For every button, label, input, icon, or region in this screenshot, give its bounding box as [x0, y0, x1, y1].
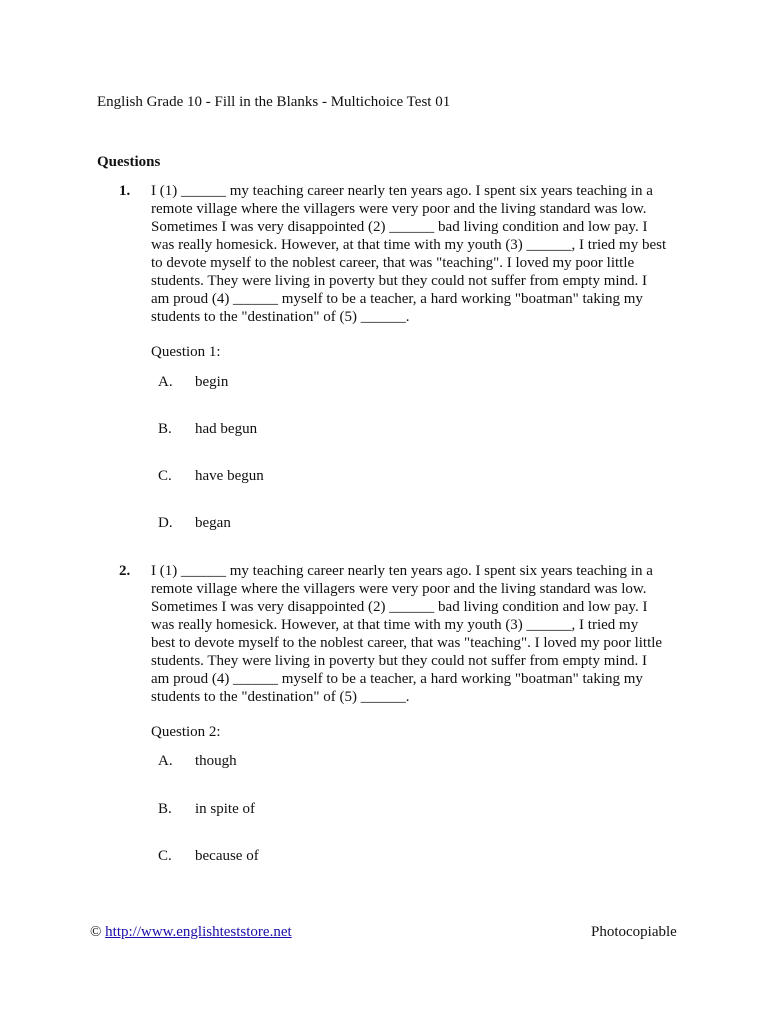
answer-option[interactable] [0, 752, 768, 772]
answer-option[interactable] [0, 420, 768, 440]
option-letter: C. [158, 468, 172, 484]
footer-copyright [90, 923, 292, 941]
question-number: 2. [119, 563, 131, 579]
footer-photocopiable: Photocopiable [591, 924, 677, 940]
copyright-symbol: © [90, 924, 102, 940]
website-link[interactable]: http://www.englishteststore.net [105, 924, 292, 940]
option-text: though [195, 753, 237, 769]
option-letter: B. [158, 801, 172, 817]
option-text: because of [195, 848, 259, 864]
passage-line: best to devote myself to the noblest career, that was "teaching". I loved my poor little [151, 635, 663, 651]
option-text: begin [195, 374, 229, 390]
question-passage [151, 562, 677, 706]
passage-line: am proud (4) ______ myself to be a teacher, a hard working "boatman" taking my [151, 291, 643, 307]
passage-line: students to the "destination" of (5) ______. [151, 689, 410, 705]
question-block [0, 562, 768, 872]
option-text: have begun [195, 468, 264, 484]
option-letter: B. [158, 421, 172, 437]
passage-line: I (1) ______ my teaching career nearly ten years ago. I spent six years teaching in a [151, 183, 653, 199]
answer-option[interactable] [0, 514, 768, 534]
passage-line: am proud (4) ______ myself to be a teacher, a hard working "boatman" taking my [151, 671, 643, 687]
question-label: Question 2: [151, 724, 221, 740]
passage-line: was really homesick. However, at that time with my youth (3) ______, I tried my best [151, 237, 667, 253]
answer-option[interactable] [0, 373, 768, 393]
passage-line: remote village where the villagers were very poor and the living standard was low. [151, 581, 647, 597]
question-passage [151, 182, 677, 326]
option-letter: C. [158, 848, 172, 864]
option-letter: A. [158, 374, 173, 390]
passage-line: Sometimes I was very disappointed (2) ______ bad living condition and low pay. I [151, 599, 648, 615]
passage-line: I (1) ______ my teaching career nearly ten years ago. I spent six years teaching in a [151, 563, 653, 579]
passage-line: was really homesick. However, at that time with my youth (3) ______, I tried my [151, 617, 639, 633]
option-letter: D. [158, 515, 173, 531]
option-letter: A. [158, 753, 173, 769]
section-heading: Questions [97, 154, 161, 170]
passage-line: remote village where the villagers were very poor and the living standard was low. [151, 201, 647, 217]
question-block [0, 182, 768, 542]
question-number: 1. [119, 183, 131, 199]
passage-line: Sometimes I was very disappointed (2) ______ bad living condition and low pay. I [151, 219, 648, 235]
option-text: had begun [195, 421, 258, 437]
question-label: Question 1: [151, 344, 221, 360]
passage-line: students to the "destination" of (5) ______. [151, 309, 410, 325]
document-title: English Grade 10 - Fill in the Blanks - Multichoice Test 01 [97, 94, 451, 110]
answer-option[interactable] [0, 467, 768, 487]
answer-option[interactable] [0, 847, 768, 867]
passage-line: students. They were living in poverty but they could not suffer from empty mind. I [151, 653, 648, 669]
option-text: began [195, 515, 231, 531]
option-text: in spite of [195, 801, 255, 817]
passage-line: students. They were living in poverty but they could not suffer from empty mind. I [151, 273, 648, 289]
passage-line: to devote myself to the noblest career, that was "teaching". I loved my poor little [151, 255, 635, 271]
answer-option[interactable] [0, 800, 768, 820]
